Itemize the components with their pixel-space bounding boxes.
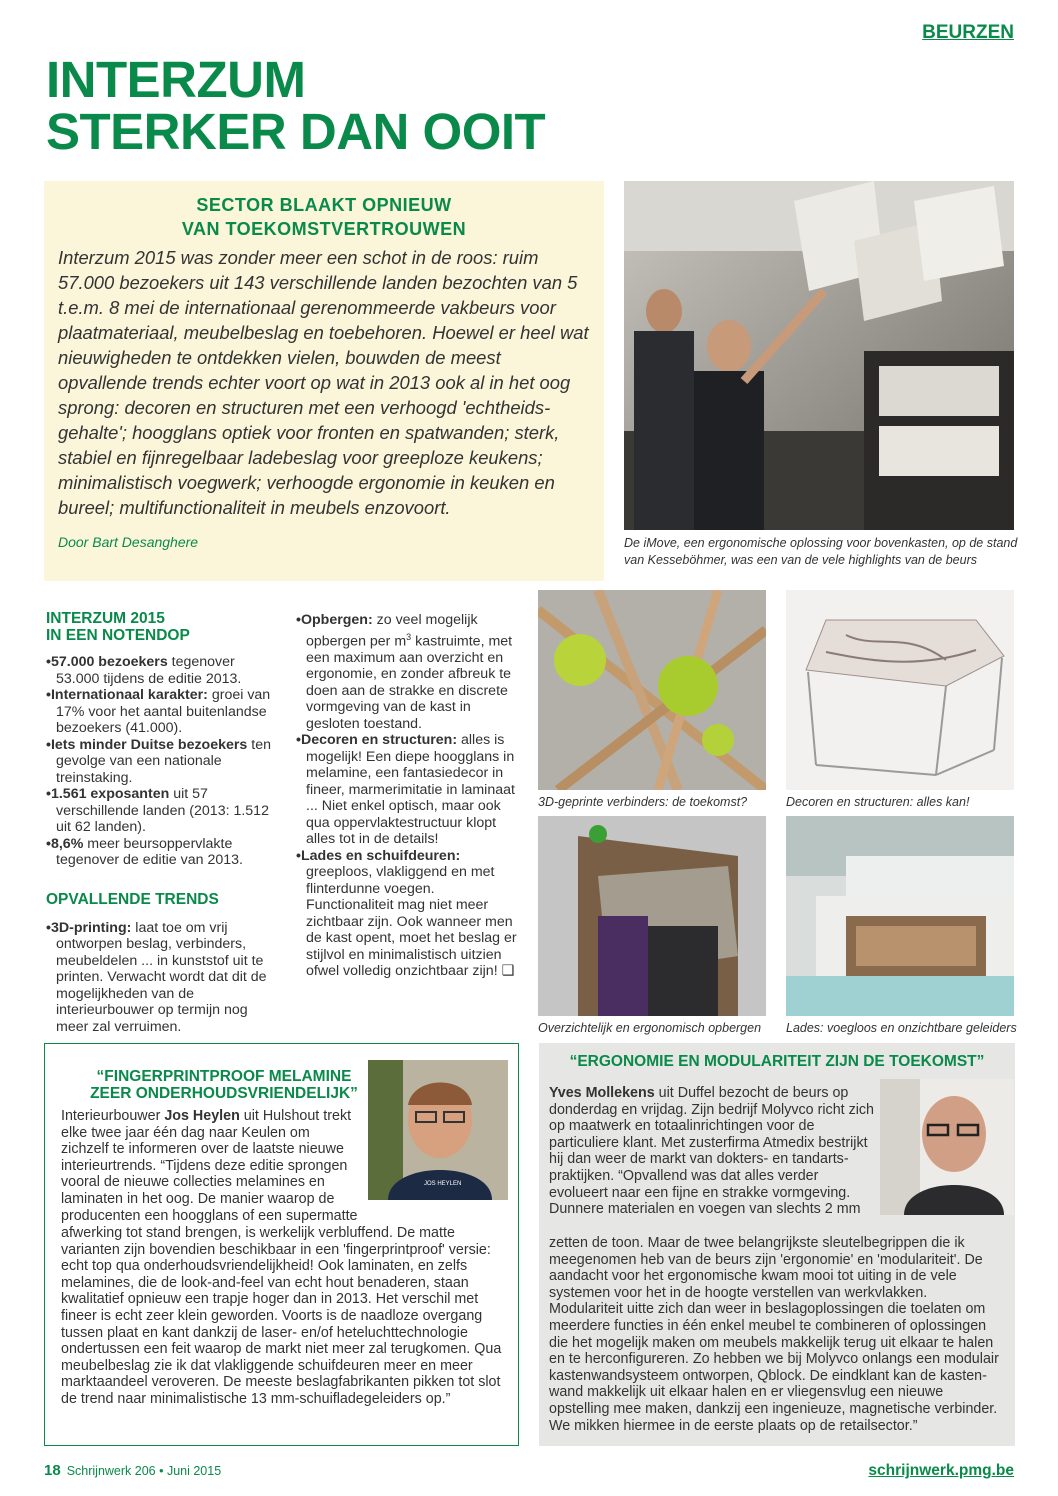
list-item: •1.561 exposanten uit 57 verschillende landen (2013: 1.512 uit 62 landen). [46, 786, 269, 835]
nutshell-heading-line-2: IN EEN NOTENDOP [46, 627, 190, 644]
intro-heading [58, 193, 590, 241]
portrait-yves-mollekens [880, 1079, 1014, 1215]
issue-info: Schrijnwerk 206 • Juni 2015 [66, 1464, 222, 1478]
photo-decor-table [786, 590, 1014, 790]
caption-3d-print: 3D-geprinte verbinders: de toekomst? [538, 795, 748, 809]
list-item: •Iets minder Duitse bezoekers ten gevolge van een nationale treinstaking. [46, 736, 271, 786]
trends-heading: OPVALLENDE TRENDS [46, 890, 219, 908]
caption-imove: De iMove, een ergonomische oplossing voor bovenkasten, op de stand van Kesseböhmer, was een van de vele highlights van de beurs [624, 536, 1018, 567]
column-left [46, 610, 276, 1035]
list-item: •Decoren en structuren: alles is mogelijk! Een diepe hoogglans in melamine, een fantasiedecor in fineer, marmerimitatie in laminaat ... Niet enkel optisch, maar ook qua oppervlaktestructuur klopt alles tot in de details! [296, 732, 515, 848]
photo-storage [538, 816, 766, 1016]
list-item: •Opbergen: zo veel mogelijk opbergen per $m^3$ kastruimte, met een maximum aan overzicht en ergonomie, en zonder afbreuk te doen aan de strakke en discrete vormgeving van de kast in gesloten toestand. [296, 612, 513, 732]
quote-right-title: “ERGONOMIE EN MODULARITEIT ZIJN DE TOEKOMST” [569, 1053, 985, 1070]
quote-box-right [539, 1043, 1015, 1446]
quote-left-lead: Interieurbouwer Jos Heylen uit Hulshout trekt elke twee jaar één dag naar Keulen om zichzelf te informeren over de laatste nieuwe interieurtrends. “Tijdens deze editie sprongen vooral de nieuwe collecties melamines en laminaten in het oog. De manier waarop de producenten een hoogglans of een supermatte [61, 1108, 358, 1224]
byline: Door Bart Desanghere [58, 534, 199, 550]
caption-decor: Decoren en structuren: alles kan! [786, 795, 970, 809]
list-item: •Lades en schuifdeuren: greeploos, vlakliggend en met flinterdunne voegen. Functionaliteit mag niet meer zichtbaar zijn. Ook wanneer men de kast opent, moet het beslag er stijlvol en minimalistisch uitzien ofwel volledig onzichtbaar zijn! ❑ [296, 847, 517, 980]
caption-drawers: Lades: voegloos en onzichtbare geleiders [786, 1021, 1017, 1035]
page-number: 18 [44, 1462, 61, 1479]
portrait-jos-illustration [368, 1060, 508, 1200]
nutshell-heading [46, 610, 276, 644]
photo-decor-illustration [786, 590, 1014, 790]
portrait-yves-illustration [880, 1079, 1014, 1215]
nutshell-heading-line-1: INTERZUM 2015 [46, 610, 165, 627]
title-line-1: INTERZUM [46, 51, 306, 108]
footer-page-info [44, 1462, 221, 1479]
quote-right-body: zetten de toon. Maar de twee belangrijkste sleutelbegrippen die ik meegenomen heb van de beurs zijn 'ergonomie' en 'modulariteit'. De aandacht voor het ergonomische kwam mooi tot uiting in de vele systemen voor het in de hoogte verstellen van werkvlakken. Modulariteit uitte zich dan weer in beslagoplossingen die toelaten om meerdere functies in één enkel meubel te combineren of oplossingen die het mogelijk maken om meubels makkelijk terug uit elkaar te halen en te herconfigureren. Zo hebben we bij Molyvco onlangs een modulair kastenwandsysteem ontworpen, Qblock. De eindklant kan de kastenwand makkelijk uit elkaar halen en er vliegensvlug een nieuwe opstelling mee maken, dankzij een ingenieuze, magnetische verbinder. We mikken hiermee in de eerste plaats op de retailsector.” [549, 1235, 999, 1434]
intro-box [44, 181, 604, 581]
photo-storage-illustration [538, 816, 766, 1016]
list-item: •Internationaal karakter: groei van 17% voor het aantal buitenlandse bezoekers (41.000). [46, 687, 271, 736]
list-item: •8,6% meer beursoppervlakte tegenover de editie van 2013. [46, 835, 243, 868]
intro-heading-line-1: SECTOR BLAAKT OPNIEUW [196, 195, 452, 215]
photo-3d-print [538, 590, 766, 790]
quote-left-title-line-2: ZEER ONDERHOUDSVRIENDELIJK” [90, 1085, 358, 1102]
quote-right-lead: Yves Mollekens uit Duffel bezocht de beurs op donderdag en vrijdag. Zijn bedrijf Molyvco richt zich op maatwerk en totaalinrichtingen voor de particuliere klant. Met zusterfirma Atmedix bestrijkt hij dan weer de markt van dokters- en tandartspraktijken. “Opvallend was dat alles verder evolueert naar een fijne en strakke vormgeving. Dunnere materialen en voegen van slechts 2 mm [549, 1085, 875, 1218]
end-mark: ❑ [501, 963, 515, 980]
list-item: •3D-printing: laat toe om vrij ontworpen beslag, verbinders, meubeldelen ... in kunststof uit te printen. Verwacht wordt dat dit de mogelijkheden van de interieurbouwer op termijn nog meer zal verruimen. [46, 919, 267, 1035]
quote-left-body: afwerking tot stand brengen, is werkelijk verbluffend. De matte varianten zijn bovendien beschikbaar in een 'fingerprintproof' versie: echt top qua onderhoudsvriendelijkheid! Ook laminaten, en zelfs melamines, die de look-and-feel van echt hout benaderen, staan kwalitatief opnieuw een trapje hoger dan in 2013. Het verschil met fineer is echt zeer klein geworden. Voorts is de naadloze overgang tussen plaat en kant dankzij de laser- en/of heteluchttechnologie ondertussen een feit waarop de markt niet meer zal terugkomen. Qua meubelbeslag zie ik dat vlakliggende schuifdeuren meer en meer marktaandeel veroveren. De meeste beslagfabrikanten pikken tot slot de trend naar minimalistische 13 mm-schuifladegeleiders op.” [61, 1225, 502, 1407]
intro-text: Interzum 2015 was zonder meer een schot in de roos: ruim 57.000 bezoekers uit 143 verschillende landen bezochten van 5 t.e.m. 8 mei de internationaal gerenommeerde vakbeurs voor plaatmateriaal, meubelbeslag en toebehoren. Hoewel er heel wat nieuwigheden te ontdekken vielen, bouwden de meest opvallende trends echter voort op wat in 2013 ook al in het oog sprong: decoren en structuren met een verhoogd 'echtheidsgehalte'; hoogglans optiek voor fronten en spatwanden; sterk, stabiel en fijnregelbaar ladebeslag voor greeploze keukens; minimalistisch voegwerk; verhoogde ergonomie in keuken en bureel; multifunctionaliteit in meubels enzovoort. [58, 247, 589, 518]
list-item: •57.000 bezoekers tegenover 53.000 tijdens de editie 2013. [46, 654, 242, 687]
title-line-2: STERKER DAN OOIT [46, 103, 546, 160]
column-middle [296, 612, 521, 1032]
photo-3d-print-illustration [538, 590, 766, 790]
quote-left-title [65, 1068, 383, 1102]
caption-storage: Overzichtelijk en ergonomisch opbergen [538, 1021, 762, 1035]
trends-list [296, 612, 521, 980]
intro-heading-line-2: VAN TOEKOMSTVERTROUWEN [181, 219, 467, 239]
article-title [46, 51, 606, 160]
shirt-logo-text: JOS HEYLEN [424, 1181, 462, 1187]
portrait-jos-heylen [368, 1060, 508, 1200]
trends-list-start [46, 920, 276, 1036]
section-tag: BEURZEN [922, 22, 1014, 43]
photo-drawers [786, 816, 1014, 1016]
nutshell-list [46, 654, 276, 869]
quote-left-title-line-1: “FINGERPRINTPROOF MELAMINE [96, 1068, 352, 1085]
photo-imove-illustration [624, 181, 1014, 530]
website-link[interactable]: schrijnwerk.pmg.be [868, 1462, 1014, 1479]
quote-box-left [44, 1043, 519, 1446]
photo-imove [624, 181, 1014, 530]
photo-drawers-illustration [786, 816, 1014, 1016]
